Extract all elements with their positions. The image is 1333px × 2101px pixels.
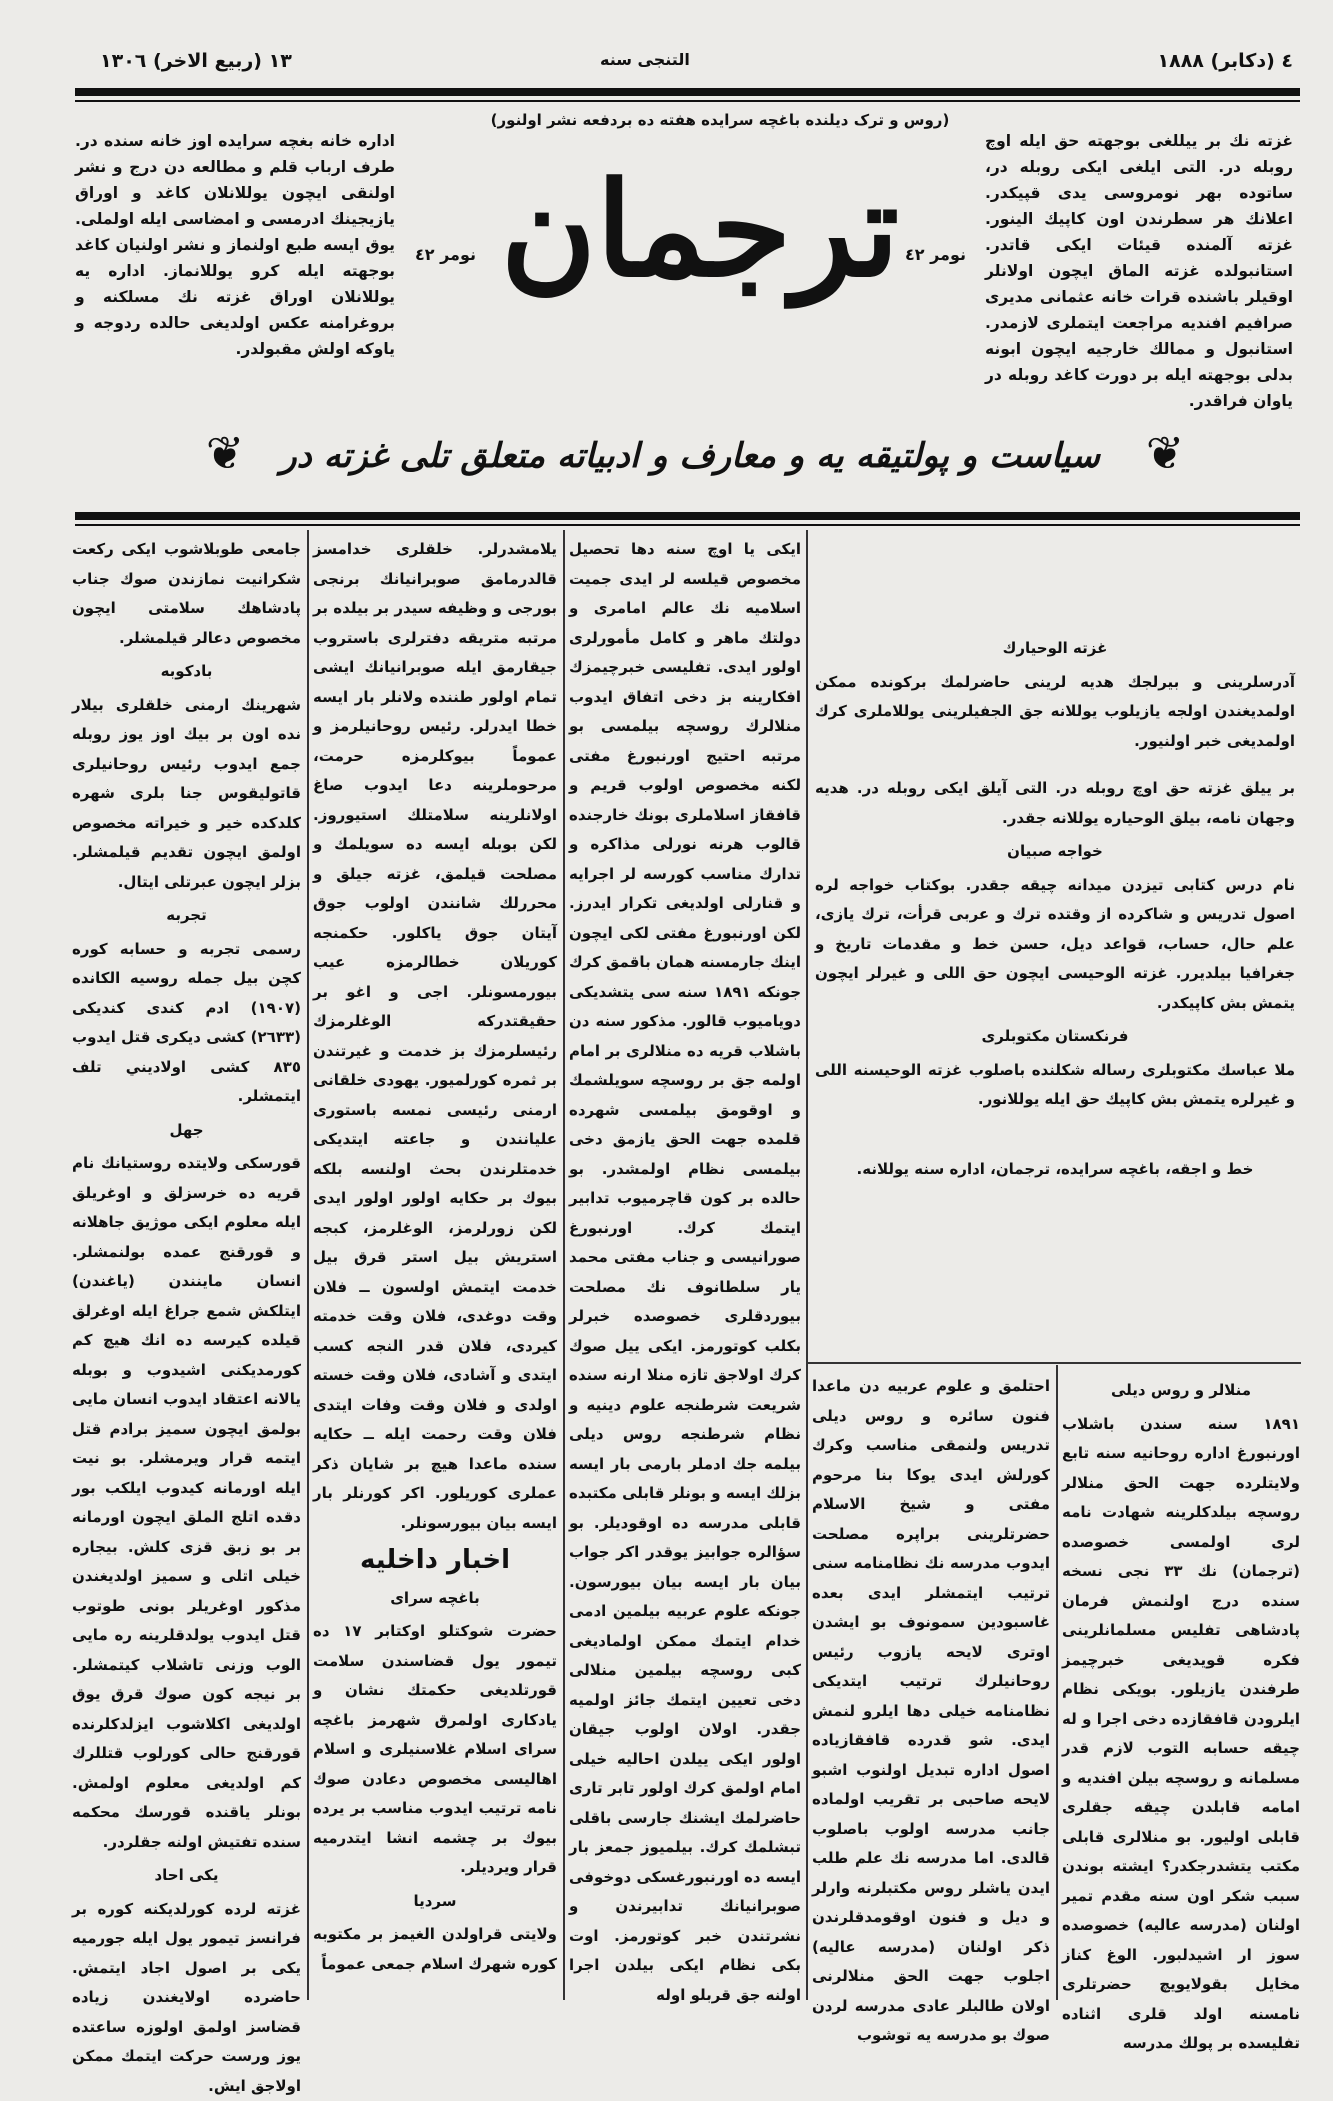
issue-number-left: نومر ٤٢	[415, 245, 476, 264]
column-divider	[307, 530, 309, 2000]
date-gregorian: ٤ (دكابر) ١٨٨٨	[1158, 50, 1293, 72]
heading-statistics: تجربه	[72, 901, 301, 931]
section-title-domestic-news: اخبار داخليه	[313, 1546, 557, 1576]
block-divider	[806, 1362, 1301, 1364]
ornament-left-icon: ❦	[170, 418, 280, 488]
paragraph: رسمی تجربه و حسابه كوره كچن بيل جمله روسيه الكانده (١٩٠٧) ادم كندی كنديكی (٢٦٣٣) كشی ديكری قتل ايدوب ٨٣٥ كشی اولاديني تلف ايتمشلر.	[72, 935, 301, 1112]
ornament-right-icon: ❦	[1110, 418, 1220, 488]
paragraph: جامعی طوبلاشوب ايكی ركعت شكرانيت نمازندن صوك جناب پادشاهك سلامتی ايچون مخصوص دعالر قيلمشلر.	[72, 535, 301, 653]
header-rule-thick	[75, 88, 1300, 96]
heading-letters: فرنكستان مكتوبلری	[815, 1022, 1295, 1052]
announcements-block	[815, 630, 1295, 1355]
year-label: التنجی سنه	[600, 50, 690, 69]
paragraph: شهرينك ارمنی خلقلری بيلار نده اون بر بيك اوز يوز روبله جمع ايدوب رئيس روحانيلری قاتوليقوس جنا بلری شهره كلدكده خير و خيراته مخصوص اولمق ايچون تقديم قيلمشلر. بزلر ايچون عبرتلی ايتال.	[72, 691, 301, 898]
masthead-rule-thick	[75, 512, 1300, 520]
column-divider	[563, 530, 565, 2000]
heading-mullahs: منلالر و روس ديلی	[1062, 1376, 1300, 1406]
paragraph: حضرت شوكتلو اوكتابر ١٧ ده تيمور يول قضاسندن سلامت قورتلديغی حكمتك نشان و يادكاری اولمرق شهرمز باغچه سرای اسلام غلاسنيلری و اسلام اهاليسی مخصوص دعادن صوك نامه ترتيب ايدوب مناسب بر يرده بيوك بر چشمه انشا ايتدرميه قرار ويرديلر.	[313, 1617, 557, 1883]
heading-ignorance: جهل	[72, 1116, 301, 1146]
heading-baku: بادكوبه	[72, 657, 301, 687]
paragraph: ملا عباسك مكتوبلری رساله شكلنده باصلوب غزته الوحيسنه اللی و غيرلره يتمش بش كاپيك حق ايله يوللانور.	[815, 1056, 1295, 1115]
header-rule-thin	[75, 100, 1300, 102]
newspaper-subtitle: سياست و پولتيقه يه و معارف و ادبياته متعلق تلی غزته در	[300, 436, 1100, 477]
column-1	[1062, 1372, 1300, 2000]
column-5	[72, 535, 301, 2000]
issue-number-right: نومر ٤٢	[905, 245, 966, 264]
date-hijri: ١٣ (ربیع الاخر) ١٣٠٦	[100, 50, 292, 72]
heading-invention: يكی احاد	[72, 1861, 301, 1891]
heading-bahcesaray: باغچه سرای	[313, 1584, 557, 1614]
paragraph: يلامشدرلر. خلقلری خدامسز قالدرمامق صوبرانيانك برنجی بورجی و وظيفه سيدر بر بيلده بر مرتبه متريقه دفترلری باستروب جيقارمق ايله صوبرانيانك ايشی تمام اولور طننده ولانلر بار ايسه خطا ايدرلر. رئيس روحانيلرمز و عموماً بيوكلرمزه حرمت، مرحوملرينه دعا ايدوب صاغ اولانلرينه سلامتلك استيوروز. لكن بوبله ايسه ده سويلمك و مصلحت قيلمق، غزته جيلق و محررلك شانندن اولوب جوق آيتان جوق ياكلور. حكمنجه كوريلان خطالرمزه عيب بيورمسونلر. اجی و اغو بر حقيقتدركه الوغلرمزك رئيسلرمزك بز خدمت و غيرتندن بر ثمره كورلميور. يهودی خلقانی ارمنی رئيسی نمسه باستوری عليانندن و جاعته ايتديكی خدمتلرندن بحث اولنسه بلكه بيوك بر حكايه اولور اولور ايدی لكن زورلرمز، الوغلرمز، كبجه استريش بيل استر قرق بيل خدمت ايتمش اولسون ــ فلان وقت دوغدی، فلان وقت خدمته كيردی، فلان قدر النجه كسب ايتدی و آشادی، فلان وقت خسته اولدی و فلان وقت وفات ايتدی فلان وقت رحمت ايله ــ حكايه سنده ماعدا هيچ بر شايان ذكر عملری كوريلور. اكر كورنلر بار ايسه بيان بيورسونلر.	[313, 535, 557, 1538]
paragraph: ولايتی قراولدن الغيمز بر مكتوبه كوره شهرك اسلام جمعی عموماً	[313, 1920, 557, 1979]
paragraph: خط و اجقه، باغچه سرايده، ترجمان، اداره سنه يوللانه.	[815, 1155, 1295, 1185]
column-4	[313, 535, 557, 2000]
paragraph: ايكی يا اوچ سنه دها تحصيل مخصوص قيلسه لر ايدی جميت اسلاميه نك عالم امامری و دولتك ماهر و كامل مأمورلری اولور ايدی. تفليسی خبرچيمزك افكارينه بز دخی اتفاق ايدوب منلالرك روسچه بيلمسی بو مرتبه احتيج اورنبورغ مفتی لكنه مخصوص اولوب قريم و قافقاز اسلاملری بونك خارجنده قالوب هرنه نورلی مذاكره و تدارك مناسب كورسه لر اجرايه و قنارلی اولديغی تكرار ايدرز. لكن اورنبورغ مفتی لكی ايچون اينك جارمسنه همان باقمق كرك جونكه ١٨٩١ سنه سی يتشديكی دوياميوب قالور. مذكور سنه دن باشلاب قريه ده منلالری بر امام اولمه جق بر روسچه سويلشمك و اوقومق بيلمسی شهرده قلمده جهت الحق يازمق دخی بيلمسی نظام اولمشدر. بو حالده بر كون قاچرميوب تدابير ايتمك كرك. اورنبورغ صورانيسی و جناب مفتی محمد يار سلطانوف نك مصلحت بيوردقلری خصوصده خبرلر بكلب كوتورمز. ايكی ييل صوك كرك اولاجق تازه منلا ارنه سنده شريعت شرطنجه علوم دينيه و نظام شرطنجه روس ديلی بيلمه جك ادملر بارمی بار ايسه بزلك ايسه و بونلر قابلی مكتبده قابلی مدرسه ده اوقوديلر. بو سؤالره جوابيز يوقدر اكر جواب بيان بار ايسه بيان بيورسون. جونكه علوم عربيه بيلمين ادمی خدام ايتمك ممكن اولماديغی كبی روسچه بيلمين منلالی دخی تعيين ايتمك جائز اولميه جقدر. اولان اولوب جيقان اولور ايكی ييلدن احاليه خيلی امام اولمق كرك اولور تابر تاری حاضرلمك ايشنك جارسی باقلی تبشلمك كرك. بيلميوز جمعز بار ايسه ده اورنبورغسكی دوخوفی صوبرانيانك تدابيرندن و نشرتندن خبر كوتورمز. اوت بكی نظام ايكی بيلدن اجرا اولنه جق قربلو اوله	[569, 535, 801, 2010]
column-2	[812, 1372, 1050, 2000]
paragraph: بر ييلق غزته حق اوچ روبله در. التی آيلق ايكی روبله در. هديه وجهان نامه، بيلق الوحياره يوللانه جقدر.	[815, 774, 1295, 833]
heading-sardinia: سرديا	[313, 1887, 557, 1917]
subscription-notice: غزته نك بر ييللغی بوجهته حق ايله اوچ روبله در. التی ايلغی ايكی روبله در، ساتوده بهر نومروسی يدی قپيكدر. اعلانك هر سطرندن اون كاپيك الينور. غزته آلمنده قيئات ايكی قاتدر. استانبولده غزته الماق ايچون اولانلر اوقيلر باشنده قرات خانه عثمانی مديری صرافيم افنديه مراجعت ايتملری لازمدر. استانبول و ممالك خارجيه ايچون ابونه بدلی بوجهته ايله بر دورت كاغد روبله در ياوان فراقدر.	[985, 128, 1293, 414]
paragraph: احتلمق و علوم عربيه دن ماعدا فنون سائره و روس ديلی تدريس ولنمقی مناسب وكرك كورلش ايدی يوكا بنا مرحوم مفتی و شيخ الاسلام حضرتلرينی براپره مصلحت ايدوب مدرسه نك نظامنامه سنی ترتيب ايتمشلر ايدی بعده غاسبودين سمونوف بو ايشدن اوتری لايحه يازوب رئيس روحانيلرك ترتيب ايتديكی نظامنامه خيلی دها ايلرو لنمش ايدی. شو قدرده قافقازياده اصول اداره تبديل اولنوب اشبو لايحه صاحبی بر تقريب اولماده جانب مدرسه اولوب باصلوب قالدی. اما مدرسه نك علم طلب ايدن ياشلر روس مكتبلرنه وارلر و ديل و فنون اوقومدقلرندن ذكر اولنان (مدرسه عاليه) اجلوب جهت الحق منلالرنی اولان طالبلر عادی مدرسه لردن صوك بو مدرسه يه توشوب	[812, 1372, 1050, 2051]
paragraph: نام درس كتابی تيزدن ميدانه چيقه جقدر. بوكتاب خواجه لره اصول تدريس و شاكرده از وقتده ترك و عربی قرأت، ترك يازی، علم حال، حساب، قواعد ديل، حسن خط و مقدمات تاريخ و جغرافيا بيلديرر. غزته الوحيسی ايچون حق اللی و غيرلر ايچون يتمش بش كاپيكدر.	[815, 871, 1295, 1019]
masthead-rule-thin	[75, 524, 1300, 526]
editorial-notice: اداره خانه بغچه سرايده اوز خانه سنده در. طرف ارباب قلم و مطالعه دن درج و نشر اولنقی ايچون يوللانلان كاغد و اوراق يازيجينك ادرمسی و امضاسی ايله اولملی. يوق ايسه طبع اولنماز و نشر اولنيان كاغد بوجهته ايله كرو يوللانماز. اداره يه يوللانلان اوراق غزته نك مسلكنه و بروغرامنه عكس اولديغی حالده ردوجه و ياوكه اولش مقبولدر.	[75, 128, 395, 362]
heading-book: خواجه صبيان	[815, 837, 1295, 867]
paragraph: آدرسلرينی و بيرلجك هديه لرينی حاضرلمك بركونده ممكن اولمدیغندن اولجه يازيلوب يوللانه جق الجفيلرينی يوللاملری كرك اولمديغی خبر اولنيور.	[815, 668, 1295, 757]
column-divider	[806, 530, 808, 2000]
paragraph: ١٨٩١ سنه سندن باشلاب اورنبورغ اداره روحانيه سنه تابع ولايتلرده جهت الحق منلالر روسچه بيلدكلرينه شهادت نامه لری اولمسی خصوصده (ترجمان) نك ٣٣ نجی نسخه سنده درج اولنمش فرمان پادشاهی تفليس مسلمانلرينی فكره قويديغی خبرچيمز طرفندن يازيلور. بويكی نظام ايلرودن قافقازده دخی اجرا و له چيقه حسابه التوب لازم قدر مسلمانه و روسچه بيلن افنديه و امامه قابلدن چيقه جقلری قابلی اوليور. بو منلالری قابلی مكتب يتشدرجكدر؟ ايشته بوندن سبب شكر اون سنه مقدم تمير اولنان (مدرسه عاليه) خصوصده سوز ار اشيدلبور. الوغ كناز مخايل بقولايويچ حضرتلری نامسنه اولد قلری اثناده تفليسده بر پولك مدرسه	[1062, 1410, 1300, 2059]
paragraph: قورسكی ولايتده روستيانك نام قريه ده خرسزلق و اوغريلق ايله معلوم ايكی موژيق جاهلانه و قورقنج عمده بولنمشلر. انسان ماينندن (ياغندن) ايتلكش شمع جراغ ايله اوغرلق قيلده كيرسه ده انك هيچ كم كورمديكنی اشيدوب و بوبله يالانه اعتقاد ايدوب انسان مايی بولمق ايچون سميز برادم قتل ايتمه قرار ويرمشلر. بو نيت ايله اورمانه كيدوب ايلكب بور دقده اتلج الملق ايچون اورمانه بر بو زبق قزی كلش. بيجاره خيلی اتلی و سميز اولديغندن مذكور اوغريلر بونی طوتوب قتل ايدوب يولدقلرينه ره مايی الوب وزنی تاشلاب كيتمشلر. بر نيجه كون صوك قرق يوق اولديغی اكلاشوب ايزلدكلرنده قورقنج حالی كورلوب قتللرك كم اولديغی معلوم اولمش. بونلر ياقنده قورسك محكمه سنده تفتيش اولنه جقلردر.	[72, 1149, 301, 1857]
publication-note: (روس و ترک دیلنده باغچه سرایده هفته ده بردفعه نشر اولنور)	[480, 110, 960, 130]
paragraph: غزته لرده كورلديكنه كوره بر فرانسز تيمور يول ايله جورميه يكی بر اصول اجاد ايتمش. حاضرده اولايغندن زياده قضاسز اولمق اولوزه ساعتده يوز ورست حركت ايتمك ممكن اولاجق ايش.	[72, 1895, 301, 2101]
column-3	[569, 535, 801, 2000]
column-divider	[1056, 1365, 1058, 2000]
heading-subscribers: غزته الوحيارك	[815, 634, 1295, 664]
newspaper-title: ترجمان	[500, 165, 900, 295]
